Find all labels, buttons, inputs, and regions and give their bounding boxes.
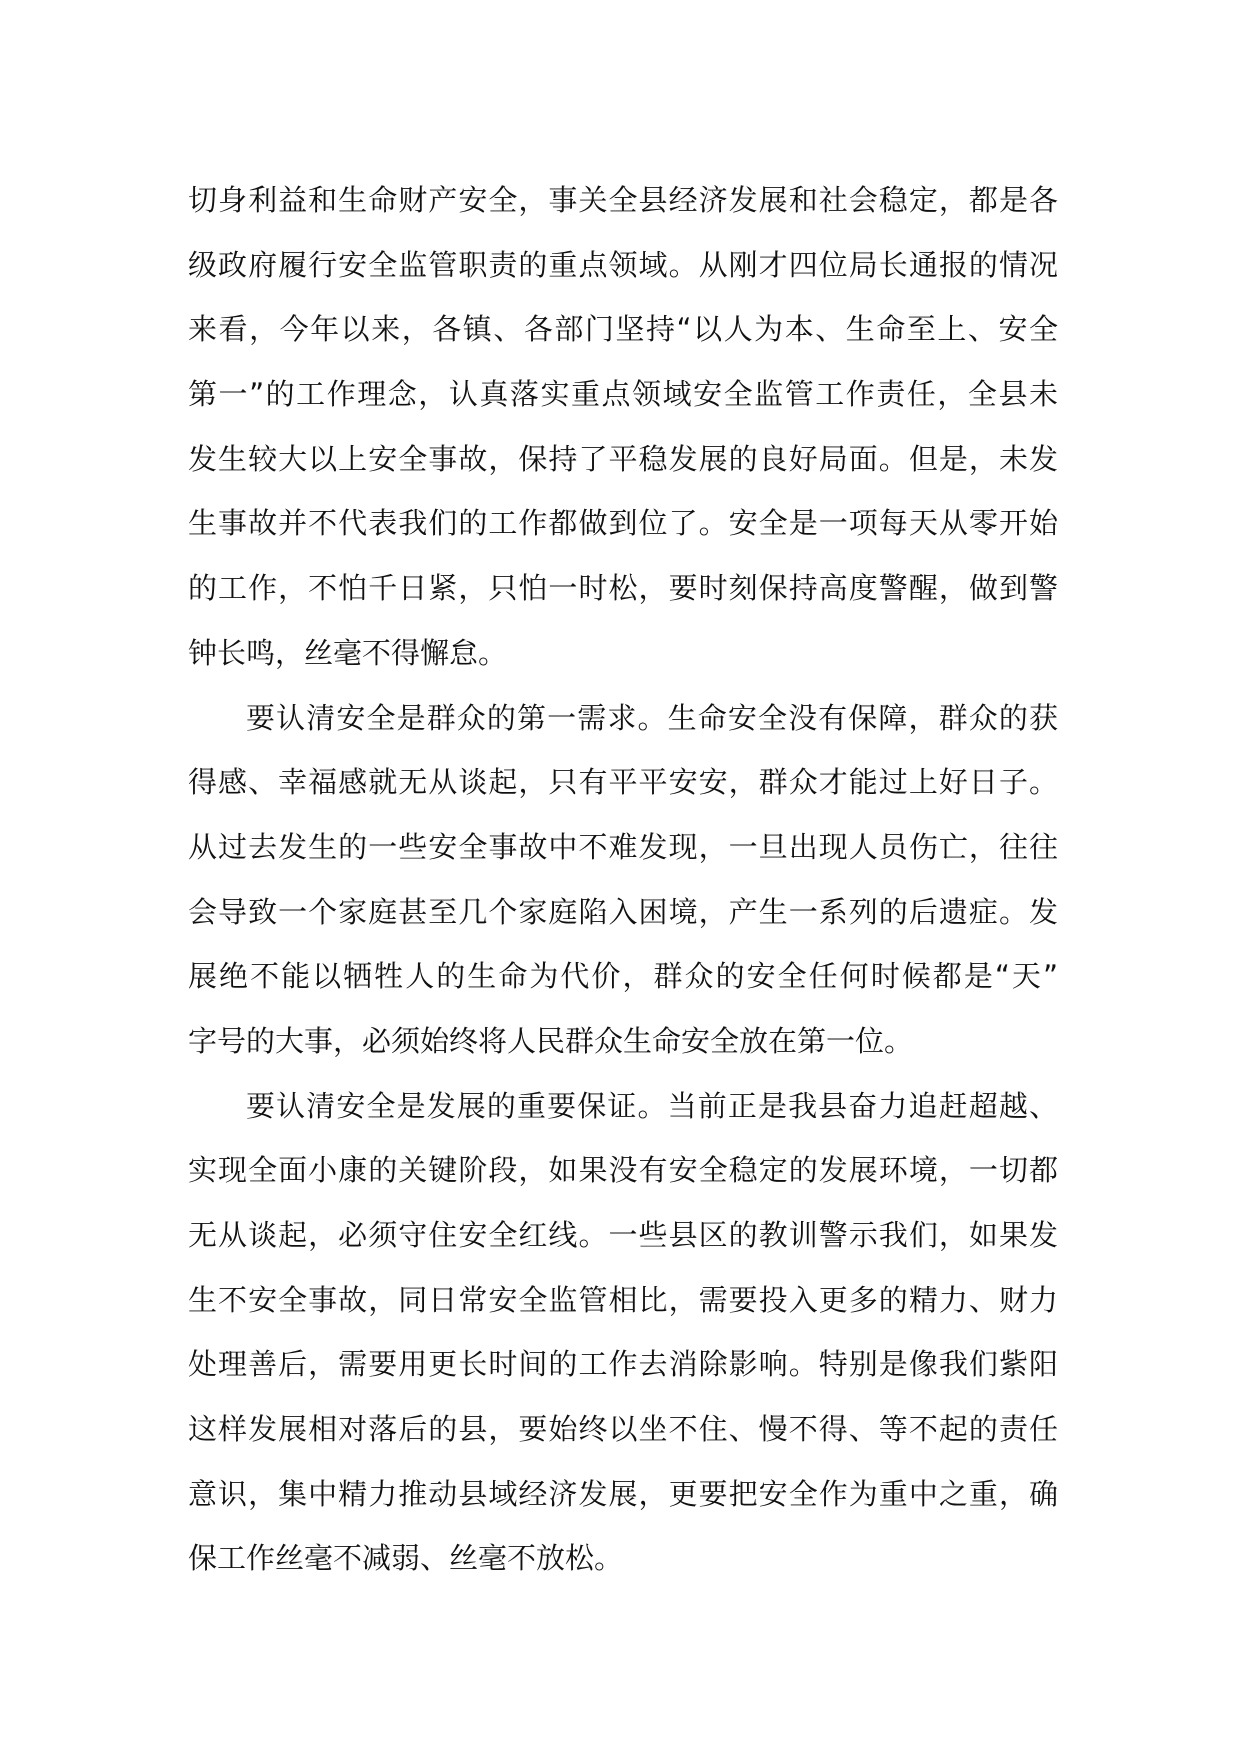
text-line: 实现全面小康的关键阶段，如果没有安全稳定的发展环境，一切都 xyxy=(188,1153,1058,1188)
text-line: 切身利益和生命财产安全，事关全县经济发展和社会稳定，都是各 xyxy=(188,183,1058,217)
text-line: 第一”的工作理念，认真落实重点领域安全监管工作责任，全县未 xyxy=(188,377,1058,412)
text-line: 的工作，不怕千日紧，只怕一时松，要时刻保持高度警醒，做到警 xyxy=(188,571,1058,606)
text-line: 意识，集中精力推动县域经济发展，更要把安全作为重中之重，确 xyxy=(188,1476,1058,1511)
text-line: 要认清安全是群众的第一需求。生命安全没有保障，群众的获 xyxy=(246,700,1058,735)
paragraph-2 xyxy=(188,686,1058,1074)
text-line: 级政府履行安全监管职责的重点领域。从刚才四位局长通报的情况 xyxy=(188,247,1058,282)
text-line: 生不安全事故，同日常安全监管相比，需要投入更多的精力、财力 xyxy=(188,1282,1058,1317)
text-line: 发生较大以上安全事故，保持了平稳发展的良好局面。但是，未发 xyxy=(188,441,1058,476)
text-line: 要认清安全是发展的重要保证。当前正是我县奋力追赶超越、 xyxy=(246,1088,1058,1123)
text-line: 处理善后，需要用更长时间的工作去消除影响。特别是像我们紫阳 xyxy=(188,1347,1058,1382)
text-line: 生事故并不代表我们的工作都做到位了。安全是一项每天从零开始 xyxy=(188,506,1058,541)
text-line: 得感、幸福感就无从谈起，只有平平安安，群众才能过上好日子。 xyxy=(188,765,1058,800)
text-line: 会导致一个家庭甚至几个家庭陷入困境，产生一系列的后遗症。发 xyxy=(188,894,1058,929)
paragraph-3 xyxy=(188,1074,1058,1592)
text-line: 来看，今年以来，各镇、各部门坚持“以人为本、生命至上、安全 xyxy=(188,312,1058,347)
text-line: 从过去发生的一些安全事故中不难发现，一旦出现人员伤亡，往往 xyxy=(188,829,1058,864)
text-line: 展绝不能以牺牲人的生命为代价，群众的安全任何时候都是“天” xyxy=(188,959,1058,994)
text-line: 字号的大事，必须始终将人民群众生命安全放在第一位。 xyxy=(188,1023,914,1058)
text-line: 钟长鸣，丝毫不得懈怠。 xyxy=(188,635,508,670)
text-line: 这样发展相对落后的县，要始终以坐不住、慢不得、等不起的责任 xyxy=(188,1412,1058,1447)
text-line: 无从谈起，必须守住安全红线。一些县区的教训警示我们，如果发 xyxy=(188,1218,1058,1252)
text-line: 保工作丝毫不减弱、丝毫不放松。 xyxy=(188,1541,624,1576)
document-body xyxy=(188,168,1058,1591)
paragraph-1 xyxy=(188,168,1058,686)
